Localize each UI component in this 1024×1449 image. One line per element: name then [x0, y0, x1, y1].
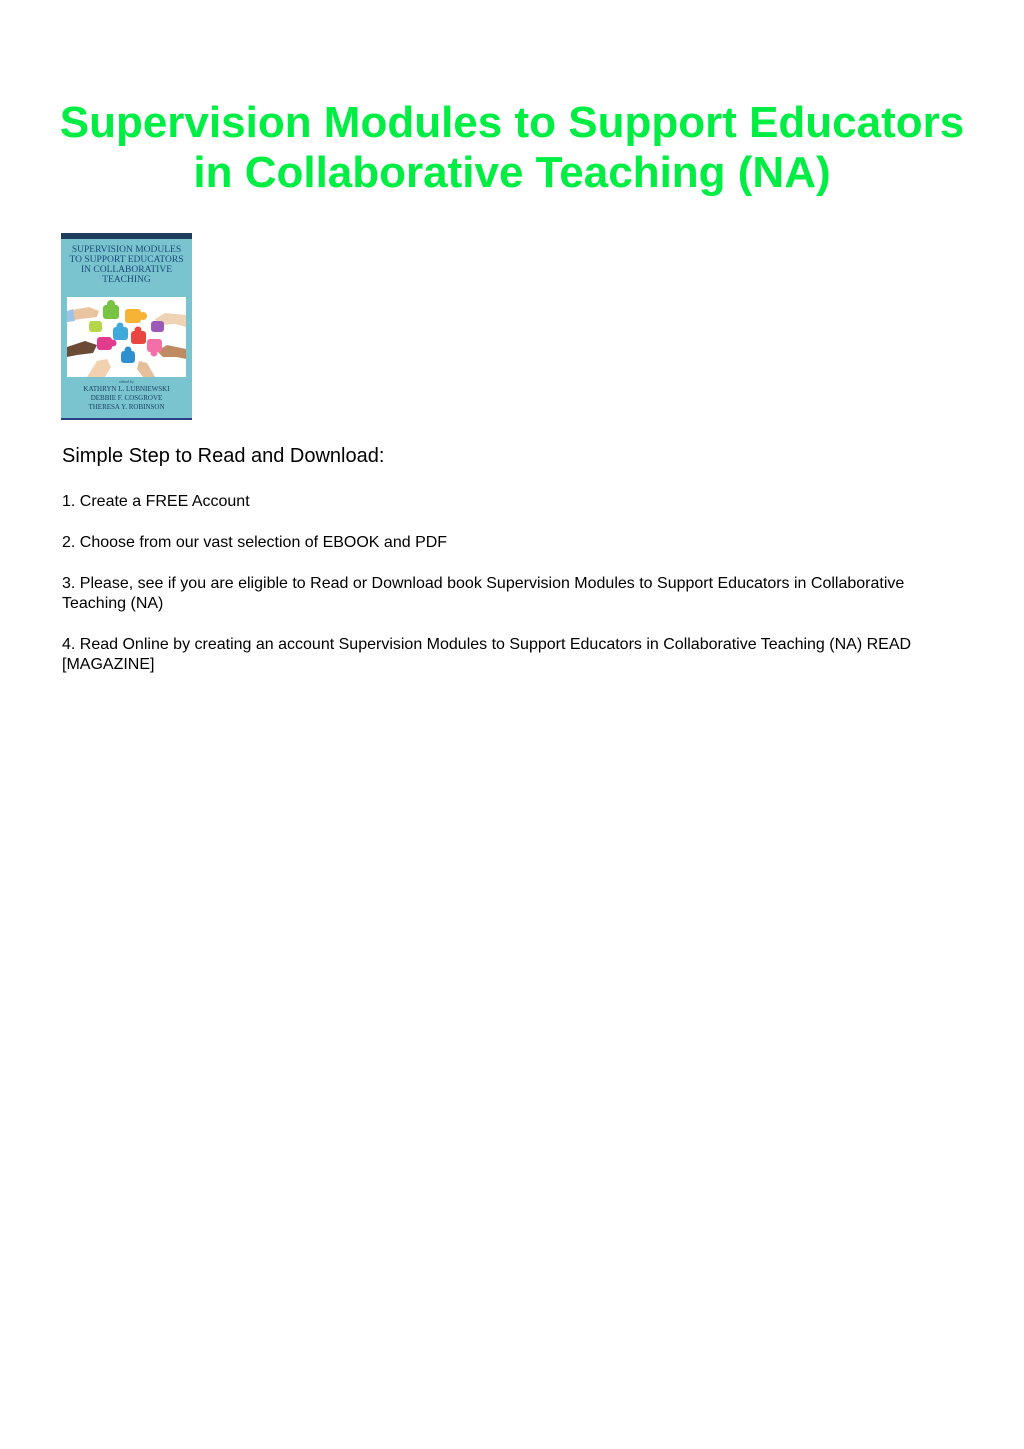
step-2-choose-selection: 2. Choose from our vast selection of EBOOK and PDF	[62, 534, 448, 551]
step-4-read-online: 4. Read Online by creating an account Supervision Modules to Support Educators in Collaborative Teaching (NA) READ [MAGAZINE]	[62, 636, 912, 673]
book-cover-image	[61, 233, 192, 420]
steps-heading: Simple Step to Read and Download:	[62, 445, 385, 467]
cover-edited-by: edited by	[119, 379, 134, 384]
cover-bottom-band	[61, 418, 192, 420]
step-3-check-eligibility: 3. Please, see if you are eligible to Read or Download book Supervision Modules to Support Educators in Collaborative Teaching (NA)	[62, 575, 905, 612]
cover-top-band	[61, 233, 192, 239]
cover-puzzle-art	[67, 297, 186, 377]
step-1-create-account: 1. Create a FREE Account	[62, 493, 250, 510]
steps-list	[62, 492, 967, 696]
cover-title: SUPERVISION MODULES TO SUPPORT EDUCATORS IN COLLABORATIVE TEACHING	[69, 245, 184, 285]
cover-editors: KATHRYN L. LUBNIEWSKI DEBBIE F. COSGROVE THERESA Y. ROBINSON	[83, 385, 170, 411]
document-title: Supervision Modules to Support Educators in Collaborative Teaching (NA)	[59, 98, 965, 197]
